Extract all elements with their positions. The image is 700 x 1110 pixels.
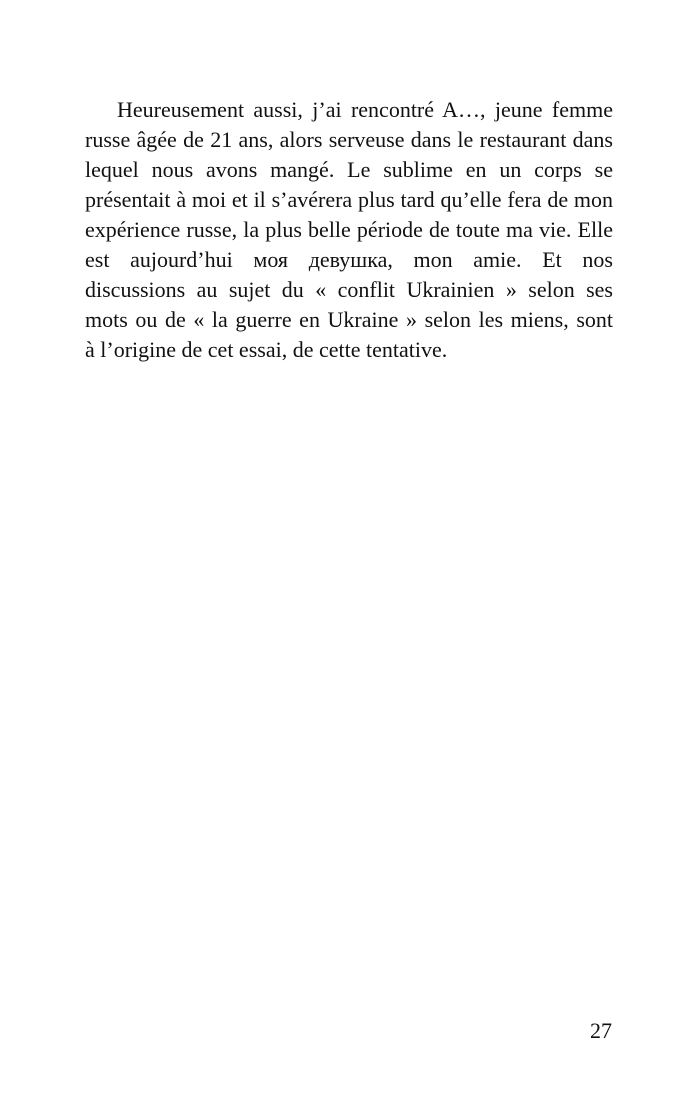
paragraph-line: mots ou de « la guerre en Ukraine » selon les miens, sont: [85, 307, 613, 332]
paragraph-line: Heureusement aussi, j’ai rencontré A…, jeune femme: [117, 97, 613, 122]
paragraph-line: discussions au sujet du « conflit Ukrainien » selon ses: [85, 277, 613, 302]
paragraph-line: est aujourd’hui моя девушка, mon amie. Et nos: [85, 247, 613, 272]
body-paragraph: [85, 95, 613, 365]
paragraph-line: russe âgée de 21 ans, alors serveuse dans le restaurant dans: [85, 127, 613, 152]
paragraph-line: à l’origine de cet essai, de cette tentative.: [85, 337, 448, 362]
paragraph-line: expérience russe, la plus belle période de toute ma vie. Elle: [85, 217, 613, 242]
page-number: 27: [590, 1018, 612, 1043]
paragraph-line: présentait à moi et il s’avérera plus tard qu’elle fera de mon: [85, 187, 613, 212]
paragraph-line: lequel nous avons mangé. Le sublime en un corps se: [85, 157, 613, 182]
